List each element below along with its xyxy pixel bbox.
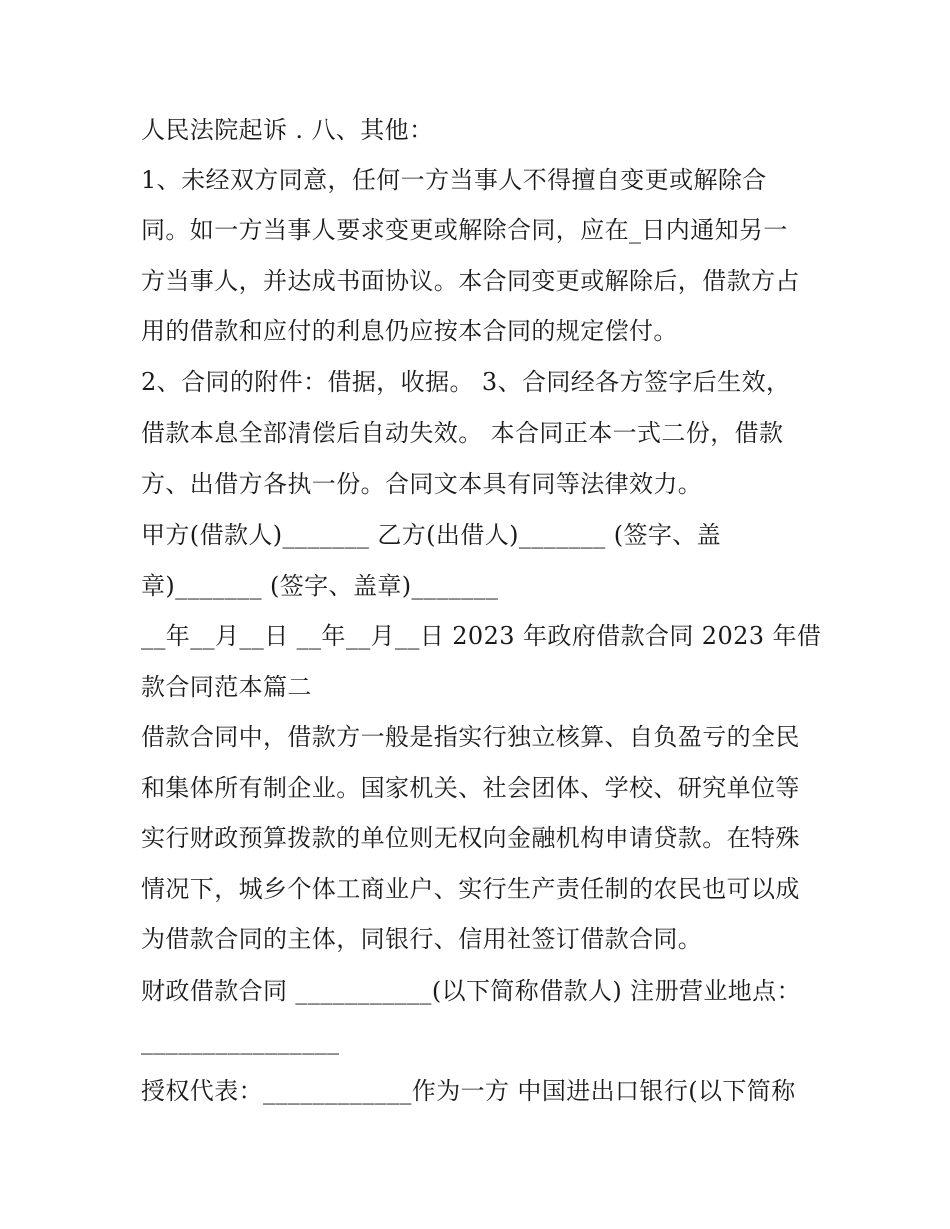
- text-line: 财政借款合同 ___________(以下简称借款人) 注册营业地点：: [141, 977, 801, 1005]
- blank-line: ________________: [141, 1027, 340, 1055]
- text-line: 方当事人，并达成书面协议。本合同变更或解除后，借款方占: [141, 267, 800, 295]
- text-line: 借款合同中，借款方一般是指实行独立核算、自负盈亏的全民: [141, 723, 800, 751]
- text-line: 人民法院起诉 . 八、其他：: [141, 116, 434, 144]
- text-line: 同。如一方当事人要求变更或解除合同，应在_日内通知另一: [141, 216, 788, 244]
- text-line: 和集体所有制企业。国家机关、社会团体、学校、研究单位等: [141, 774, 800, 802]
- signature-line: 甲方(借款人)_______ 乙方(出借人)_______ (签字、盖: [141, 521, 722, 549]
- section-title: 款合同范本篇二: [141, 673, 312, 701]
- signature-line: 章)_______ (签字、盖章)_______: [141, 572, 499, 600]
- text-line: 为借款合同的主体，同银行、信用社签订借款合同。: [141, 925, 703, 953]
- text-line: 实行财政预算拨款的单位则无权向金融机构申请贷款。在特殊: [141, 824, 800, 852]
- text-line: 情况下，城乡个体工商业户、实行生产责任制的农民也可以成: [141, 875, 800, 903]
- text-line: 借款本息全部清偿后自动失效。 本合同正本一式二份，借款: [141, 419, 784, 447]
- text-line: 授权代表：____________作为一方 中国进出口银行(以下简称: [141, 1077, 796, 1105]
- text-line: 2、合同的附件：借据，收据。 3、合同经各方签字后生效，: [141, 368, 791, 396]
- text-line: 方、出借方各执一份。合同文本具有同等法律效力。: [141, 470, 703, 498]
- text-line: 1、未经双方同意，任何一方当事人不得擅自变更或解除合: [141, 166, 767, 194]
- text-line: 用的借款和应付的利息仍应按本合同的规定偿付。: [141, 317, 678, 345]
- date-line: __年__月__日 __年__月__日 2023 年政府借款合同 2023 年借: [141, 622, 822, 650]
